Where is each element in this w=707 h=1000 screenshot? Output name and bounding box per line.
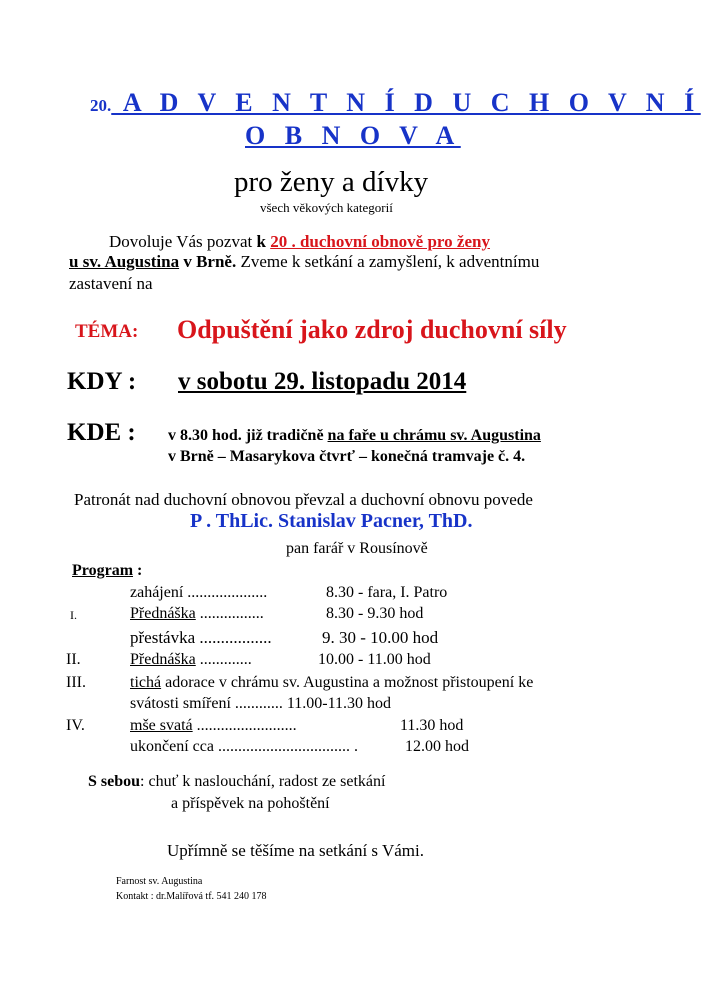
program-row bbox=[130, 584, 267, 602]
program-row bbox=[130, 605, 264, 623]
program-time: 10.00 - 11.00 hod bbox=[318, 651, 431, 668]
program-num: I. bbox=[70, 608, 77, 622]
invite-line-2 bbox=[69, 252, 539, 272]
program-label: zahájení bbox=[130, 584, 184, 601]
sebou-line-2: a příspěvek na pohoštění bbox=[171, 795, 330, 812]
tema-label: TÉMA: bbox=[75, 321, 139, 342]
program-dots: ......................... bbox=[192, 717, 297, 734]
program-row bbox=[130, 717, 297, 735]
program-row bbox=[130, 628, 272, 648]
program-label: Přednáška bbox=[130, 651, 196, 668]
kde-place: na faře u chrámu sv. Augustina bbox=[327, 427, 541, 444]
invite-k: k bbox=[256, 232, 271, 251]
edition-number: 20. bbox=[90, 96, 112, 115]
kde-label: KDE : bbox=[67, 419, 136, 446]
program-time: 12.00 hod bbox=[405, 738, 469, 755]
invite-intro: Dovoluje Vás pozvat bbox=[109, 232, 257, 251]
program-dots: ............. bbox=[195, 651, 252, 668]
program-label: tichá bbox=[130, 674, 162, 691]
title-line-1 bbox=[90, 88, 701, 118]
program-row bbox=[130, 674, 533, 692]
program-dots: ................. bbox=[195, 628, 272, 647]
program-label: přestávka bbox=[130, 628, 196, 647]
program-num: IV. bbox=[66, 717, 85, 734]
program-num: II. bbox=[66, 651, 81, 668]
program-label-rest: adorace v chrámu sv. Augustina a možnost přistoupení ke bbox=[161, 674, 534, 691]
priest-name: P . ThLic. Stanislav Pacner, ThD. bbox=[190, 510, 473, 532]
tema-value: Odpuštění jako zdroj duchovní síly bbox=[177, 315, 567, 344]
kde-time: v 8.30 hod. již tradičně bbox=[168, 427, 328, 444]
program-label: mše svatá bbox=[130, 717, 193, 734]
invite-line-1 bbox=[109, 232, 490, 252]
program-num: III. bbox=[66, 674, 86, 691]
program-dots: .................... bbox=[183, 584, 268, 601]
program-dots: ................................. . bbox=[213, 738, 358, 755]
footer-contact: Kontakt : dr.Malířová tf. 541 240 178 bbox=[116, 891, 267, 902]
program-time: 8.30 - 9.30 hod bbox=[326, 605, 424, 622]
closing-text: Upřímně se těšíme na setkání s Vámi. bbox=[167, 841, 424, 860]
invite-place: u sv. Augustina bbox=[69, 252, 180, 271]
subtitle: pro ženy a dívky bbox=[234, 166, 429, 198]
subtitle-small: všech věkových kategorií bbox=[260, 200, 393, 215]
invite-highlight: 20 . duchovní obnově pro ženy bbox=[270, 232, 490, 251]
program-row bbox=[130, 651, 252, 669]
program-time: 9. 30 - 10.00 hod bbox=[322, 628, 439, 647]
patron-text: Patronát nad duchovní obnovou převzal a duchovní obnovu povede bbox=[74, 490, 533, 509]
program-heading-tail: : bbox=[133, 562, 143, 579]
priest-role: pan farář v Rousínově bbox=[286, 540, 428, 557]
program-row-line2: svátosti smíření ............ 11.00-11.30 hod bbox=[130, 695, 392, 712]
program-dots: ................ bbox=[195, 605, 264, 622]
sebou-text: : chuť k naslouchání, radost ze setkání bbox=[140, 773, 386, 790]
footer-parish: Farnost sv. Augustina bbox=[116, 876, 203, 887]
invite-line-3: zastavení na bbox=[69, 274, 153, 293]
title-line-2: O B N O V A bbox=[245, 121, 461, 150]
sebou-label: S sebou bbox=[88, 773, 141, 790]
program-label: Přednáška bbox=[130, 605, 196, 622]
kdy-value: v sobotu 29. listopadu 2014 bbox=[178, 368, 467, 395]
sebou-line-1 bbox=[88, 773, 385, 791]
kde-line-2: v Brně – Masarykova čtvrť – konečná tramvaje č. 4. bbox=[168, 448, 526, 465]
program-heading-label: Program bbox=[72, 562, 134, 579]
kde-line-1 bbox=[168, 427, 541, 445]
program-row bbox=[130, 738, 358, 756]
program-time: 8.30 - fara, I. Patro bbox=[326, 584, 448, 601]
program-heading bbox=[72, 562, 142, 580]
kdy-label: KDY : bbox=[67, 368, 137, 395]
program-label: ukončení cca bbox=[130, 738, 214, 755]
invite-rest: Zveme k setkání a zamyšlení, k adventnímu bbox=[236, 252, 540, 271]
invite-brne: v Brně. bbox=[179, 252, 237, 271]
title-advent: A D V E N T N Í D U C H O V N Í bbox=[111, 88, 701, 117]
program-time: 11.30 hod bbox=[400, 717, 464, 734]
